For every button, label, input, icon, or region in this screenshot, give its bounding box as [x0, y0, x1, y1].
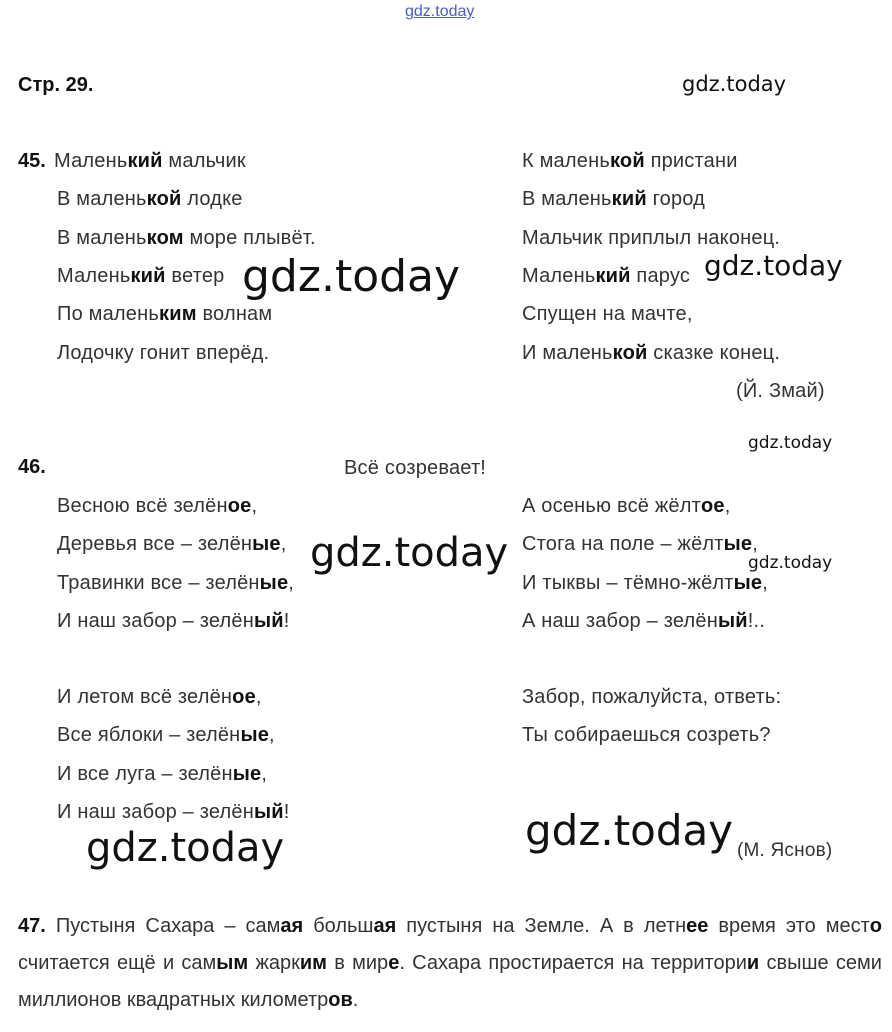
poem-line: [57, 303, 272, 326]
line-text: ,: [251, 495, 258, 517]
poem-line: [522, 303, 693, 326]
poem-line: [522, 342, 780, 365]
line-text: ,: [255, 686, 262, 708]
poem-line: [522, 610, 765, 633]
bold-ending: и: [746, 952, 760, 974]
poem-line: [57, 610, 290, 633]
line-text: ,: [280, 533, 287, 555]
poem-line: [522, 686, 781, 709]
line-text: Малень: [57, 265, 131, 287]
line-text: Все яблоки – зелён: [57, 724, 241, 746]
line-text: По малень: [57, 303, 159, 325]
line-text: А наш забор – зелён: [522, 610, 718, 632]
bold-ending: ые: [252, 533, 281, 555]
paragraph-text: .: [352, 989, 359, 1011]
bold-ending: ким: [159, 303, 197, 325]
line-text: Лодочку гонит вперёд.: [57, 342, 270, 364]
poem-line: [57, 724, 275, 747]
paragraph-text: считается ещё и сам: [18, 952, 217, 974]
line-text: К малень: [522, 150, 610, 172]
bold-ending: ый: [717, 610, 748, 632]
exercise-47-text: [18, 915, 882, 1011]
line-text: ,: [269, 724, 275, 746]
bold-ending: ее: [686, 915, 709, 937]
poem-line: [522, 724, 771, 747]
line-text: А осенью всё жёлт: [522, 495, 701, 517]
poem-line: [57, 342, 269, 365]
paragraph-text: пустыня на Земле. А в летн: [396, 915, 687, 937]
bold-ending: ком: [146, 227, 184, 249]
page-label: Стр. 29.: [18, 74, 94, 96]
paragraph-text: Пустыня Сахара – сам: [45, 915, 281, 937]
line-text: И наш забор – зелён: [57, 610, 254, 632]
line-text: И наш забор – зелён: [57, 801, 254, 823]
line-text: ,: [288, 572, 295, 594]
line-text: Спущен на мачте,: [522, 303, 693, 325]
bold-ending: ов: [328, 989, 353, 1011]
bold-ending: кий: [611, 188, 647, 210]
bold-ending: ое: [232, 686, 256, 708]
bold-ending: кой: [609, 150, 645, 172]
bold-ending: кой: [146, 188, 182, 210]
bold-ending: ый: [253, 610, 284, 632]
line-text: ,: [724, 495, 731, 517]
paragraph-text: больш: [303, 915, 374, 937]
bold-ending: ые: [723, 533, 753, 555]
line-text: море плывёт.: [183, 227, 316, 249]
top-watermark-link[interactable]: gdz.today: [405, 3, 475, 20]
exercise-number-47: 47.: [18, 915, 46, 937]
watermark: gdz.today: [86, 825, 285, 871]
line-text: !: [283, 610, 290, 632]
line-text: лодке: [181, 188, 243, 210]
bold-ending: ое: [227, 495, 252, 517]
paragraph-text: в мир: [326, 952, 389, 974]
bold-ending: ый: [253, 801, 284, 823]
bold-ending: ая: [280, 915, 304, 937]
bold-ending: е: [388, 952, 400, 974]
line-text: Мальчик приплыл наконец.: [522, 227, 781, 249]
poem-line: [522, 150, 738, 173]
line-text: И малень: [522, 342, 613, 364]
poem-line: [57, 801, 290, 824]
bold-ending: кий: [127, 150, 163, 172]
poem-line: [522, 495, 731, 518]
line-text: Весною всё зелён: [57, 495, 228, 517]
line-text: ,: [261, 763, 268, 785]
paragraph-text: . Сахара простирается на территори: [399, 952, 747, 974]
poem-line: [54, 150, 246, 173]
line-text: ветер: [165, 265, 225, 287]
watermark: gdz.today: [310, 530, 509, 576]
line-text: ,: [762, 572, 769, 594]
poem-line: [522, 572, 768, 595]
poem-line: [57, 572, 294, 595]
bold-ending: о: [869, 915, 882, 937]
line-text: парус: [630, 265, 691, 287]
poem-line: [57, 265, 224, 288]
line-text: !..: [747, 610, 766, 632]
line-text: Малень: [54, 150, 128, 172]
poem-line: [522, 265, 690, 288]
poem-line: [522, 188, 705, 211]
bold-ending: ые: [232, 763, 262, 785]
bold-ending: ым: [216, 952, 249, 974]
poem-line: [57, 188, 243, 211]
line-text: Стога на поле – жёлт: [522, 533, 724, 555]
bold-ending: им: [299, 952, 327, 974]
line-text: В малень: [57, 227, 147, 249]
watermark: gdz.today: [748, 553, 833, 573]
watermark: gdz.today: [682, 72, 787, 96]
line-text: И летом всё зелён: [57, 686, 233, 708]
bold-ending: ые: [733, 572, 763, 594]
line-text: Ты собираешься созреть?: [522, 724, 771, 746]
poem-line: [522, 533, 758, 556]
bold-ending: кий: [130, 265, 166, 287]
poem-line: [57, 533, 287, 556]
poem-line: [57, 227, 316, 250]
line-text: Деревья все – зелён: [57, 533, 253, 555]
line-text: ,: [752, 533, 759, 555]
exercise-47-paragraph: [18, 908, 882, 1019]
bold-ending: ые: [240, 724, 270, 746]
poem-line: [57, 763, 267, 786]
line-text: мальчик: [162, 150, 246, 172]
exercise-45-author: (Й. Змай): [736, 380, 825, 402]
poem-line: [57, 686, 262, 709]
bold-ending: ые: [259, 572, 289, 594]
watermark: gdz.today: [748, 433, 833, 453]
line-text: Травинки все – зелён: [57, 572, 260, 594]
line-text: И все луга – зелён: [57, 763, 233, 785]
watermark: gdz.today: [525, 806, 734, 855]
line-text: В малень: [522, 188, 612, 210]
poem-line: [57, 495, 257, 518]
bold-ending: кий: [595, 265, 631, 287]
line-text: !: [283, 801, 290, 823]
line-text: город: [646, 188, 706, 210]
line-text: В малень: [57, 188, 147, 210]
line-text: сказке конец.: [647, 342, 781, 364]
exercise-number-45: 45.: [18, 150, 46, 172]
watermark: gdz.today: [242, 251, 461, 302]
line-text: И тыквы – тёмно-жёлт: [522, 572, 734, 594]
bold-ending: кой: [612, 342, 648, 364]
paragraph-text: время это мест: [708, 915, 870, 937]
line-text: Забор, пожалуйста, ответь:: [522, 686, 782, 708]
line-text: Малень: [522, 265, 596, 287]
bold-ending: ое: [700, 495, 725, 517]
line-text: пристани: [644, 150, 738, 172]
bold-ending: ая: [373, 915, 397, 937]
exercise-number-46: 46.: [18, 456, 46, 478]
exercise-46-author: (М. Яснов): [737, 840, 833, 861]
paragraph-text: свыше семи миллионов квадратных километр: [18, 952, 882, 1011]
line-text: волнам: [196, 303, 273, 325]
poem-line: [522, 227, 780, 250]
poem-title: Всё созревает!: [344, 457, 487, 479]
paragraph-text: жарк: [248, 952, 300, 974]
watermark: gdz.today: [704, 249, 843, 282]
